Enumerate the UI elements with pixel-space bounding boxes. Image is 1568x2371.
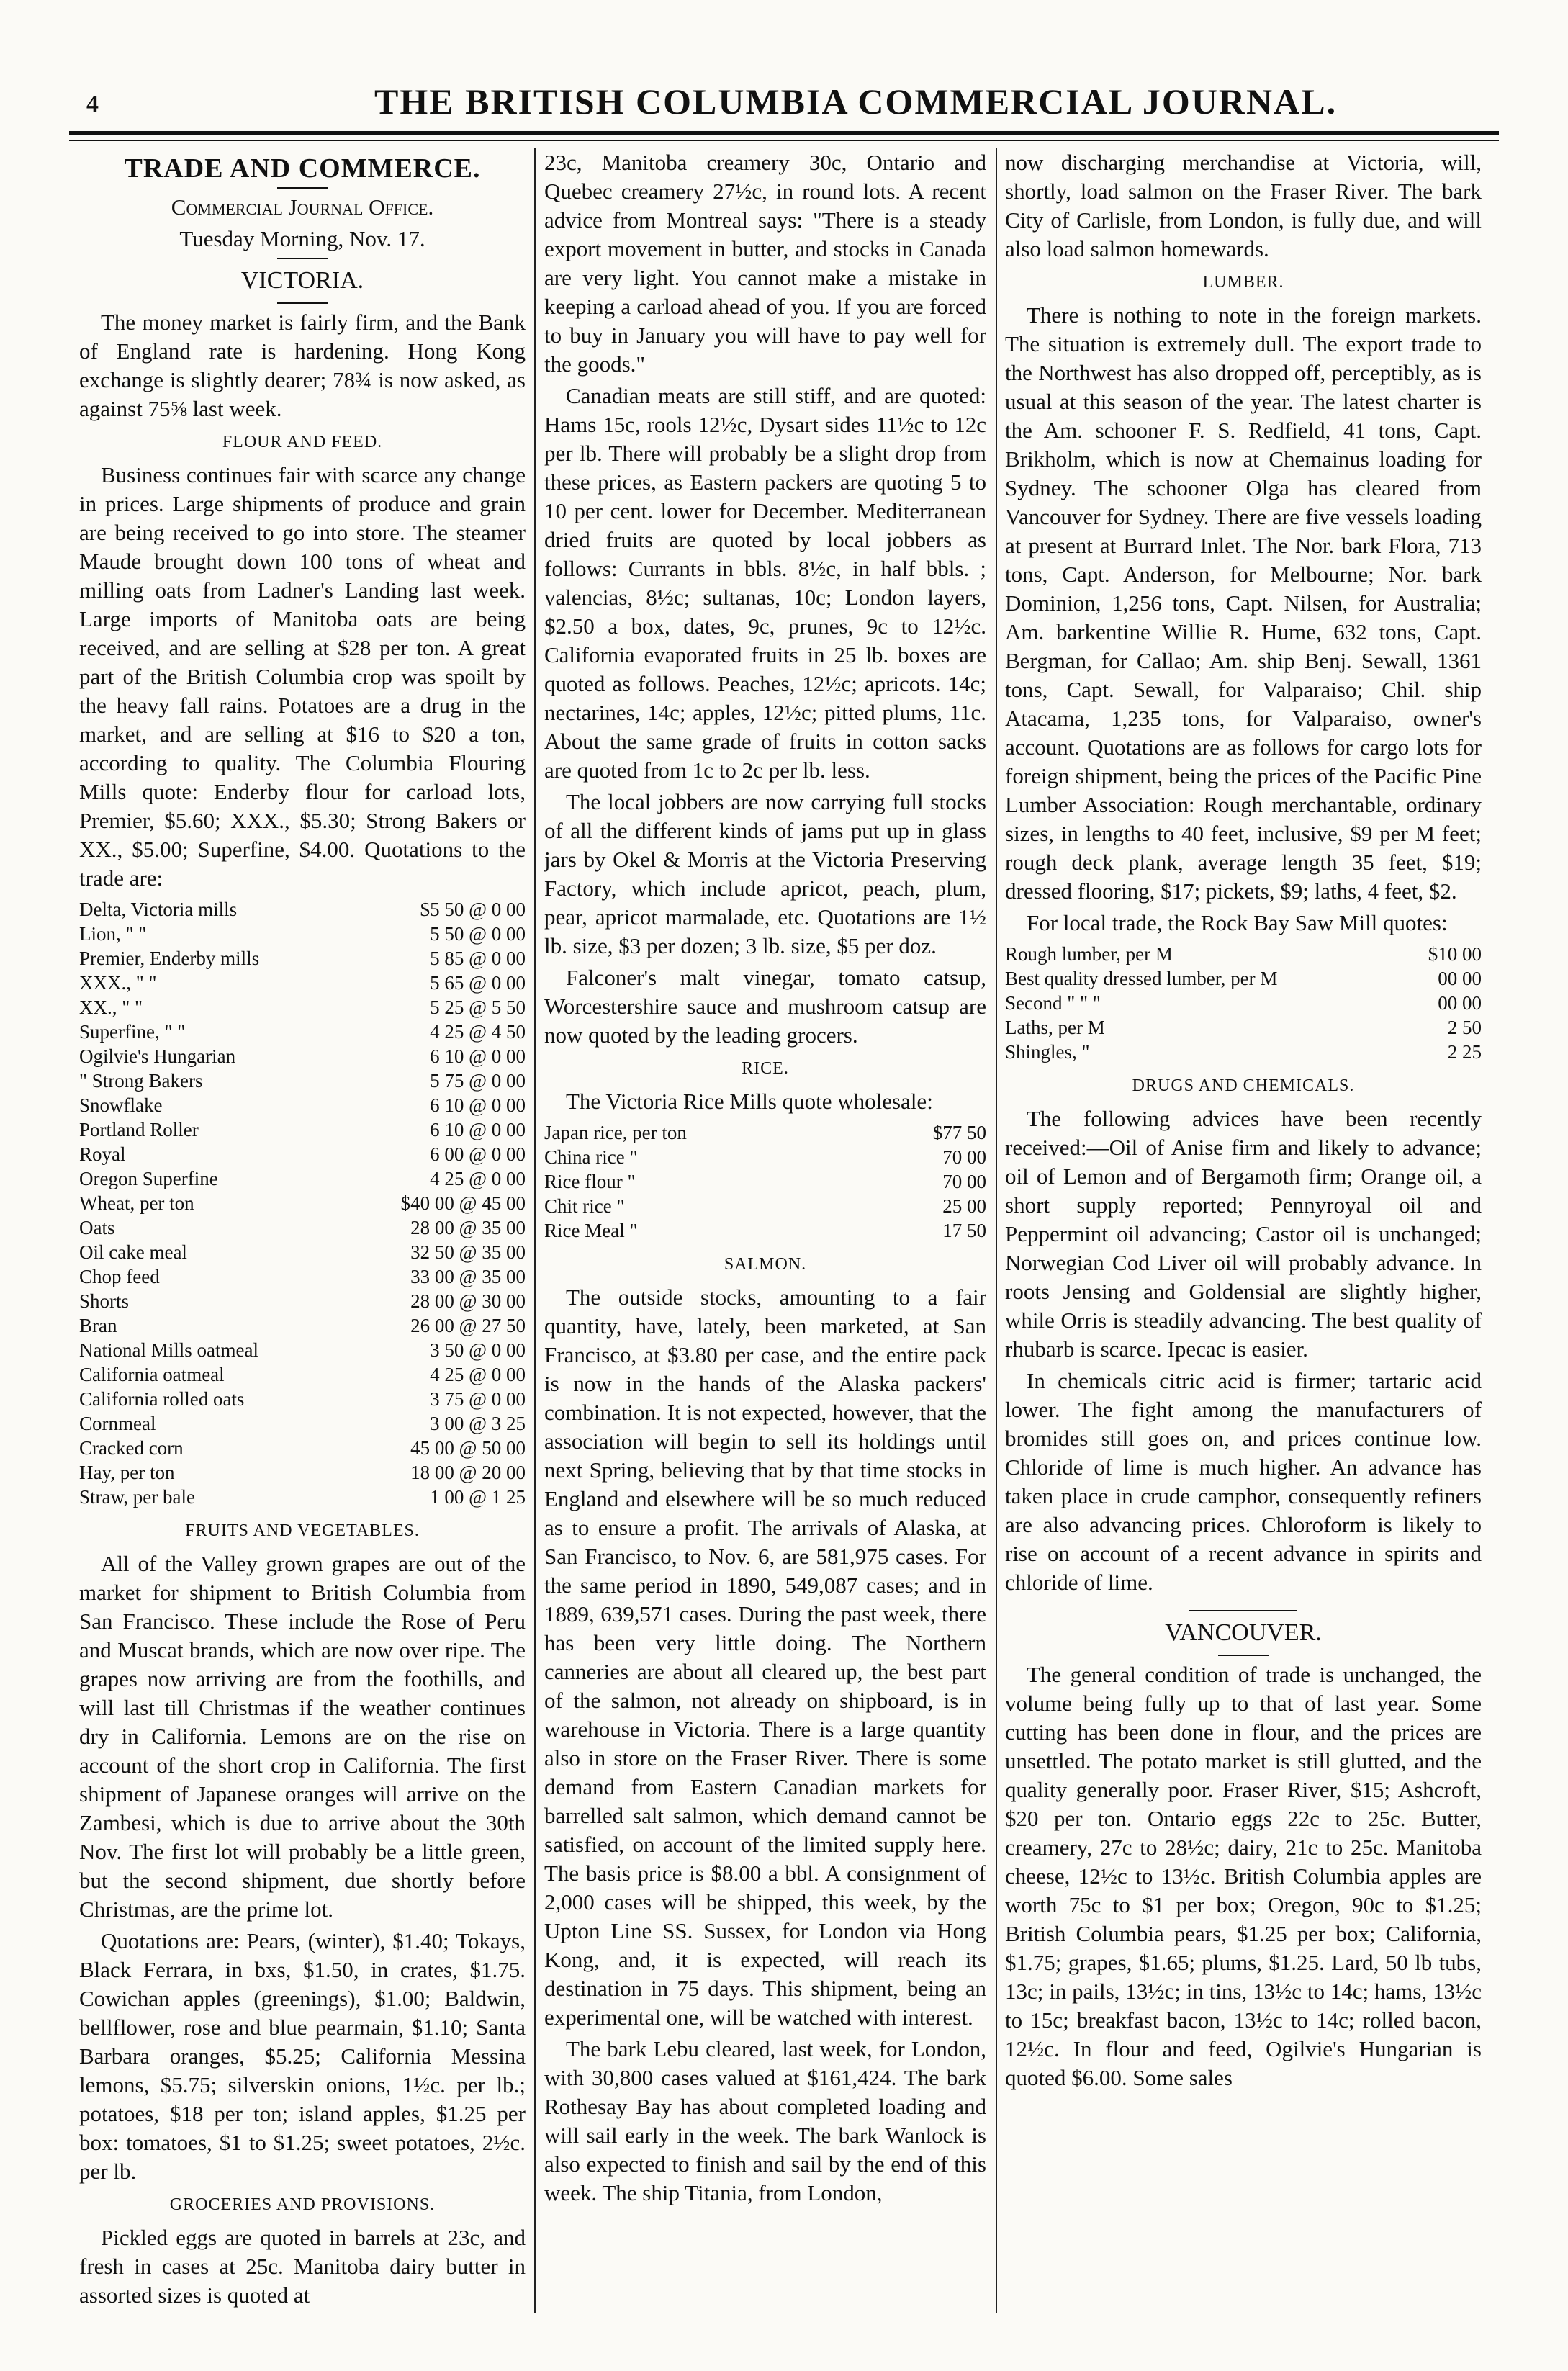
city-heading: VICTORIA. — [240, 267, 364, 294]
paragraph: The bark Lebu cleared, last week, for London, with 30,800 cases valued at $161,424. The bark Rothesay Bay has about completed loading and will sail early in the week. The bark Wanlock is also expected to finish and sail by the end of this week. The ship Titania, from London, — [544, 2036, 986, 2205]
quote-price: $40 00 @ 45 00 — [400, 1192, 526, 1214]
quote-row — [79, 1044, 526, 1068]
column-1 — [79, 148, 526, 2313]
subheading: GROCERIES AND PROVISIONS. — [169, 2195, 436, 2214]
quote-item: Superfine, " " — [79, 1021, 186, 1043]
paragraph: The following advices have been recently received:—Oil of Anise firm and likely to advance; oil of Lemon and of Bergamoth firm; Orange oil, a short supply reported; Pennyroyal oil and Peppermint oil advancing; Castor oil is unchanged; Norwegian Cod Liver oil will probably advance. In roots Jensing and Goldensial are slightly higher, while Orris is steadily advancing. The best quality of rhubarb is scarce. Ipecac is easier. — [1005, 1106, 1482, 1362]
masthead: THE BRITISH COLUMBIA COMMERCIAL JOURNAL. — [374, 81, 1338, 122]
quote-price: 3 75 @ 0 00 — [430, 1388, 526, 1410]
quote-price: 00 00 — [1438, 992, 1482, 1014]
quote-row — [79, 1485, 526, 1509]
quote-row — [544, 1218, 986, 1243]
quote-item: Second " " " — [1005, 992, 1101, 1014]
column-2 — [544, 148, 986, 2210]
quote-item: XXX., " " — [79, 972, 157, 994]
subheading: DRUGS AND CHEMICALS. — [1132, 1076, 1355, 1095]
quote-item: XX., " " — [79, 996, 143, 1018]
column-divider — [534, 148, 536, 2313]
quote-item: Snowflake — [79, 1094, 163, 1116]
quote-price: 70 00 — [942, 1146, 986, 1168]
column-3 — [1005, 148, 1482, 2095]
quote-item: Premier, Enderby mills — [79, 948, 260, 969]
quote-price: 1 00 @ 1 25 — [430, 1486, 526, 1508]
paragraph: The money market is fairly firm, and the Bank of England rate is hardening. Hong Kong exchange is slightly dearer; 78¾ is now asked, as against 75⅝ last week. — [79, 310, 526, 421]
quote-row — [79, 1289, 526, 1313]
paragraph: All of the Valley grown grapes are out of the market for shipment to British Columbia from San Francisco. These include the Rose of Peru and Muscat brands, which are now over ripe. The grapes now arriving are from the foothills, and will last till Christmas if the weather continues dry in California. Lemons are on the rise on account of the short crop in California. The first shipment of Japanese oranges will arrive on the Zambesi, which is due to arrive about the 30th Nov. The first lot will probably be a little green, but the second shipment, due shortly before Christmas, are the prime lot. — [79, 1551, 526, 1922]
quote-row — [79, 1387, 526, 1411]
quote-price: 00 00 — [1438, 968, 1482, 989]
quote-row — [79, 1460, 526, 1485]
quote-row — [79, 1093, 526, 1117]
quote-price: 2 25 — [1447, 1041, 1482, 1063]
quote-item: Delta, Victoria mills — [79, 899, 238, 920]
paragraph: The general condition of trade is unchanged, the volume being fully up to that of last year. Some cutting has been done in flour, and the prices are unsettled. The potato market is still glutted, and the quality generally poor. Fraser River, $15; Ashcroft, $20 per ton. Ontario eggs 22c to 25c. Butter, creamery, 27c to 28½c; dairy, 21c to 25c. Manitoba cheese, 12½c to 13½c. British Columbia apples are worth 75c to $1 per box; Oregon, 90c to $1.25; British Columbia pears, $1.25 per box; California, $1.75; grapes, $1.65; plums, $1.25. Lard, 50 lb tubs, 13c; in pails, 13½c; in tins, 13½c to 14c; hams, 13½c to 15c; breakfast bacon, 13½c to 14c; rolled bacon, 12½c. In flour and feed, Ogilvie's Hungarian is quoted $6.00. Some sales — [1005, 1662, 1482, 2090]
quote-item: Shingles, " — [1005, 1041, 1090, 1063]
quote-row — [79, 1313, 526, 1338]
column-divider — [996, 148, 997, 2313]
quote-item: Straw, per bale — [79, 1486, 195, 1508]
quote-item: Oregon Superfine — [79, 1168, 218, 1189]
quote-item: California rolled oats — [79, 1388, 245, 1410]
quote-row — [79, 1068, 526, 1093]
quote-price: 4 25 @ 0 00 — [430, 1364, 526, 1385]
subheading: RICE. — [742, 1059, 789, 1078]
quote-row — [544, 1194, 986, 1218]
paragraph: There is nothing to note in the foreign markets. The situation is extremely dull. The export trade to the Northwest has also dropped off, perceptibly, as is usual at this season of the year. The latest charter is the Am. schooner F. S. Redfield, 41 tons, Capt. Brikholm, which is now at Chemainus loading for Sydney. The schooner Olga has cleared from Vancouver for Sydney. There are five vessels loading at present at Burrard Inlet. The Nor. bark Flora, 713 tons, Capt. Anderson, for Melbourne; Nor. bark Dominion, 1,256 tons, Capt. Nilsen, for Australia; Am. barkentine Willie R. Hume, 632 tons, Capt. Bergman, for Callao; Am. ship Benj. Sewall, 1361 tons, Capt. Sewall, for Valparaiso; Chil. ship Atacama, 1,235 tons, for Valparaiso, owner's account. Quotations are as follows for cargo lots for foreign shipment, being the prices of the Pacific Pine Lumber Association: Rough merchantable, ordinary sizes, in lengths to 40 feet, inclusive, $9 per M feet; rough deck plank, average length 35 feet, $19; dressed flooring, $17; pickets, $9; laths, 4 feet, $2. — [1005, 302, 1482, 904]
quote-price: 33 00 @ 35 00 — [410, 1266, 526, 1287]
quote-item: Chit rice " — [544, 1195, 625, 1217]
quote-price: 28 00 @ 30 00 — [410, 1290, 526, 1312]
paragraph: Canadian meats are still stiff, and are quoted: Hams 15c, rools 12½c, Dysart sides 11½c to 12c per lb. There will probably be a slight drop from these prices, as Eastern packers are quoting 5 to 10 per cent. lower for December. Mediterranean dried fruits are quoted by local jobbers as follows: Currants in bbls. 8½c, in half bbls. ; valencias, 8½c; sultanas, 10c; London layers, $2.50 a box, dates, 9c, prunes, 9c to 12½c. California evaporated fruits in 25 lb. boxes are quoted as follows. Peaches, 12½c; apricots. 14c; nectarines, 14c; apples, 12½c; pitted plums, 11c. About the same grade of fruits in cotton sacks are quoted from 1c to 2c per lb. less. — [544, 383, 986, 783]
quote-item: Lion, " " — [79, 923, 147, 945]
quote-price: 32 50 @ 35 00 — [410, 1241, 526, 1263]
quote-price: 3 50 @ 0 00 — [430, 1339, 526, 1361]
quote-item: Rough lumber, per M — [1005, 943, 1173, 965]
quote-price: 6 00 @ 0 00 — [430, 1143, 526, 1165]
short-rule — [1218, 1655, 1269, 1656]
quote-item: Shorts — [79, 1290, 130, 1312]
quote-row — [79, 1142, 526, 1166]
quote-row — [79, 1338, 526, 1362]
paragraph: The outside stocks, amounting to a fair quantity, have, lately, been marketed, at San Francisco, at $3.80 per case, and the entire pack is now in the hands of the Alaska packers' combination. It is not expected, however, that the association will begin to sell its holdings until next Spring, believing that by that time stocks in England and elsewhere will be so much reduced as to ensure a profit. The arrivals of Alaska, at San Francisco, to Nov. 6, are 581,975 cases. For the same period in 1890, 549,087 cases; and in 1889, 639,571 cases. During the past week, there has been very little doing. The Northern canneries are about all cleared up, the best part of the salmon, not already on shipboard, is in warehouse in Victoria. There is a large quantity also in store on the Fraser River. There is some demand from Eastern Canadian markets for barrelled salt salmon, which demand cannot be satisfied, on account of the limited supply here. The basis price is $8.00 a bbl. A consignment of 2,000 cases will be shipped, this week, by the Upton Line SS. Sussex, for London via Hong Kong, and, it is expected, will reach its destination in 75 days. This shipment, being an experimental one, will be watched with interest. — [544, 1285, 986, 2030]
quote-row — [79, 1215, 526, 1240]
quote-price: 28 00 @ 35 00 — [410, 1217, 526, 1238]
quote-price: 4 25 @ 0 00 — [430, 1168, 526, 1189]
quote-row — [79, 1264, 526, 1289]
quote-row — [1005, 1040, 1482, 1064]
paragraph: The Victoria Rice Mills quote wholesale: — [566, 1089, 933, 1114]
quote-item: Hay, per ton — [79, 1462, 175, 1483]
quote-price: $5 50 @ 0 00 — [420, 899, 526, 920]
quote-price: 5 75 @ 0 00 — [430, 1070, 526, 1092]
quote-row — [544, 1120, 986, 1145]
quote-row — [79, 1020, 526, 1044]
quote-item: Oats — [79, 1217, 115, 1238]
quote-row — [79, 922, 526, 946]
section-title: TRADE AND COMMERCE. — [124, 153, 481, 184]
quote-row — [79, 897, 526, 922]
city-heading: VANCOUVER. — [1165, 1619, 1322, 1646]
quote-item: Royal — [79, 1143, 126, 1165]
page-number: 4 — [86, 91, 99, 117]
quote-row — [544, 1145, 986, 1169]
quote-item: Cracked corn — [79, 1437, 184, 1459]
quote-row — [1005, 1015, 1482, 1040]
header-rule-thin — [69, 140, 1499, 141]
quote-price: 6 10 @ 0 00 — [430, 1045, 526, 1067]
quote-item: Rice flour " — [544, 1171, 636, 1192]
paragraph: For local trade, the Rock Bay Saw Mill quotes: — [1027, 910, 1448, 935]
quote-row — [79, 946, 526, 971]
quote-row — [1005, 966, 1482, 991]
subheading: LUMBER. — [1202, 273, 1284, 292]
quote-price: $77 50 — [932, 1122, 986, 1143]
quote-item: Cornmeal — [79, 1413, 156, 1434]
quote-item: Best quality dressed lumber, per M — [1005, 968, 1278, 989]
quote-price: 6 10 @ 0 00 — [430, 1094, 526, 1116]
quote-row — [79, 995, 526, 1020]
quote-price: $10 00 — [1428, 943, 1482, 965]
quote-row — [79, 1436, 526, 1460]
header-rule — [69, 131, 1499, 135]
section-rule — [1189, 1610, 1297, 1611]
quote-item: California oatmeal — [79, 1364, 225, 1385]
quote-item: Wheat, per ton — [79, 1192, 194, 1214]
quote-price: 18 00 @ 20 00 — [410, 1462, 526, 1483]
office-line: Commercial Journal Office. — [171, 194, 434, 220]
quote-price: 5 85 @ 0 00 — [430, 948, 526, 969]
dateline: Tuesday Morning, Nov. 17. — [179, 226, 425, 251]
quote-item: Oil cake meal — [79, 1241, 187, 1263]
quote-item: Rice Meal " — [544, 1220, 638, 1241]
short-rule — [277, 187, 328, 189]
quote-item: National Mills oatmeal — [79, 1339, 258, 1361]
quote-price: 5 50 @ 0 00 — [430, 923, 526, 945]
paragraph: 23c, Manitoba creamery 30c, Ontario and Quebec creamery 27½c, in round lots. A recent advice from Montreal says: "There is a steady export movement in butter, and stocks in Canada are very light. You cannot make a mistake in keeping a carload ahead of you. If you are forced to buy in January you will have to pay well for the goods." — [544, 150, 986, 377]
quote-price: 45 00 @ 50 00 — [410, 1437, 526, 1459]
quote-row — [79, 1411, 526, 1436]
paragraph: now discharging merchandise at Victoria, will, shortly, load salmon on the Fraser River. The bark City of Carlisle, from London, is fully due, and will also load salmon homewards. — [1005, 150, 1482, 261]
quote-price: 17 50 — [942, 1220, 986, 1241]
quote-row — [544, 1169, 986, 1194]
quote-item: Chop feed — [79, 1266, 160, 1287]
quote-row — [79, 1166, 526, 1191]
quote-price: 2 50 — [1447, 1017, 1482, 1038]
quote-row — [79, 1191, 526, 1215]
subheading: SALMON. — [724, 1255, 807, 1274]
paragraph: Business continues fair with scarce any change in prices. Large shipments of produce and grain are being received to go into store. The steamer Maude brought down 100 tons of wheat and milling oats from Ladner's Landing last week. Large imports of Manitoba oats are being received, and are selling at $28 per ton. A great part of the British Columbia crop was spoilt by the heavy fall rains. Potatoes are a drug in the market, and are selling at $16 to $20 a ton, according to quality. The Columbia Flouring Mills quote: Enderby flour for carload lots, Premier, $5.60; XXX., $5.30; Strong Bakers or XX., $5.00; Superfine, $4.00. Quotations to the trade are: — [79, 462, 526, 891]
paragraph: Pickled eggs are quoted in barrels at 23c, and fresh in cases at 25c. Manitoba dairy butter in assorted sizes is quoted at — [79, 2225, 526, 2308]
quote-row — [79, 1240, 526, 1264]
quote-row — [1005, 942, 1482, 966]
short-rule — [277, 258, 328, 259]
short-rule — [277, 302, 328, 304]
quote-price: 26 00 @ 27 50 — [410, 1315, 526, 1336]
subheading: FRUITS AND VEGETABLES. — [185, 1521, 420, 1540]
quote-item: Japan rice, per ton — [544, 1122, 687, 1143]
quote-row — [79, 971, 526, 995]
quote-table — [1005, 942, 1482, 1064]
quote-price: 6 10 @ 0 00 — [430, 1119, 526, 1140]
quote-item: Laths, per M — [1005, 1017, 1105, 1038]
quote-price: 4 25 @ 4 50 — [430, 1021, 526, 1043]
quote-row — [1005, 991, 1482, 1015]
quote-item: Ogilvie's Hungarian — [79, 1045, 236, 1067]
quote-table — [544, 1120, 986, 1243]
quote-table — [79, 897, 526, 1509]
paragraph: The local jobbers are now carrying full stocks of all the different kinds of jams put up in glass jars by Okel & Morris at the Victoria Preserving Factory, which include apricot, peach, plum, pear, apricot marmalade, etc. Quotations are 1½ lb. size, $3 per dozen; 3 lb. size, $5 per doz. — [544, 789, 986, 958]
subheading: FLOUR AND FEED. — [222, 433, 383, 451]
quote-price: 3 00 @ 3 25 — [430, 1413, 526, 1434]
quote-price: 5 25 @ 5 50 — [430, 996, 526, 1018]
quote-price: 70 00 — [942, 1171, 986, 1192]
paragraph: In chemicals citric acid is firmer; tartaric acid lower. The fight among the manufacturers of bromides still goes on, and prices continue low. Chloride of lime is much higher. An advance has taken place in crude camphor, consequently refiners are also advancing prices. Chloroform is likely to rise on account of a recent advance in spirits and chloride of lime. — [1005, 1368, 1482, 1595]
quote-price: 5 65 @ 0 00 — [430, 972, 526, 994]
paragraph: Falconer's malt vinegar, tomato catsup, Worcestershire sauce and mushroom catsup are now quoted by the leading grocers. — [544, 965, 986, 1048]
quote-item: Portland Roller — [79, 1119, 199, 1140]
quote-price: 25 00 — [942, 1195, 986, 1217]
quote-row — [79, 1362, 526, 1387]
quote-item: Bran — [79, 1315, 117, 1336]
quote-item: China rice " — [544, 1146, 638, 1168]
quote-row — [79, 1117, 526, 1142]
paragraph: Quotations are: Pears, (winter), $1.40; Tokays, Black Ferrara, in bxs, $1.50, in crates, $1.75. Cowichan apples (greenings), $1.00; Baldwin, bellflower, rose and blue pearmain, $1.10; Santa Barbara oranges, $5.25; California Messina lemons, $5.75; silverskin onions, 1½c. per lb.; potatoes, $18 per ton; island apples, $1.25 per box: tomatoes, $1 to $1.25; sweet potatoes, 2½c. per lb. — [79, 1928, 526, 2184]
quote-item: " Strong Bakers — [79, 1070, 203, 1092]
